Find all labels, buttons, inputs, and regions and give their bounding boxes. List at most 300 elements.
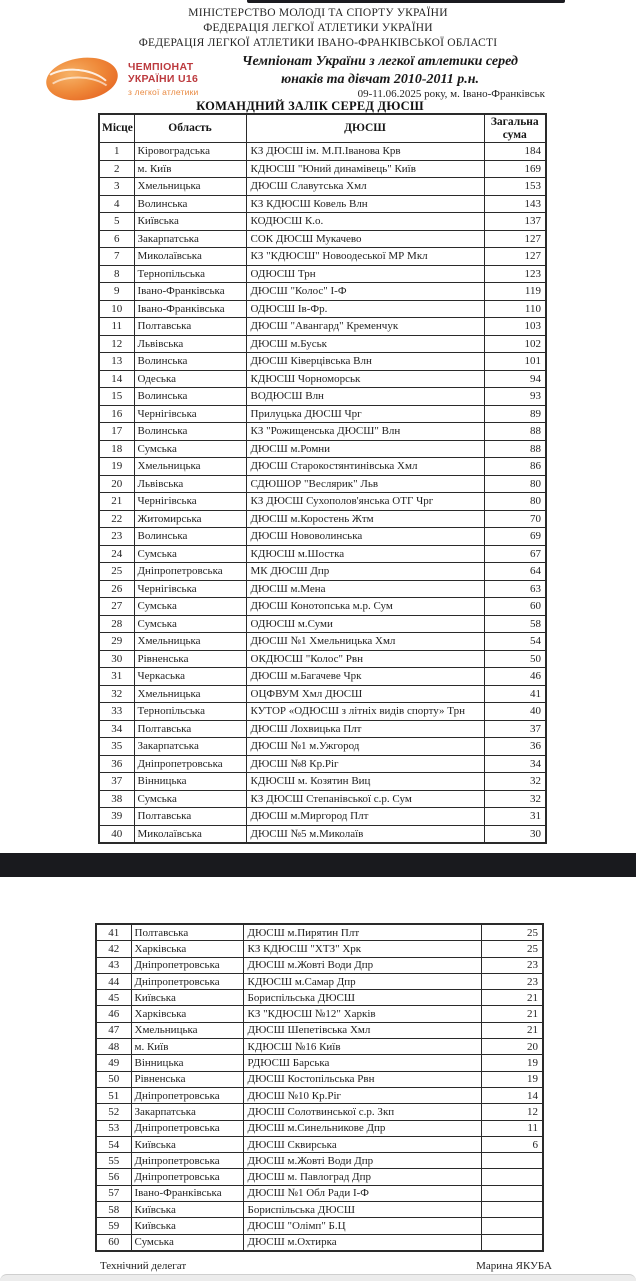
- table-row: [99, 668, 546, 686]
- school-cell: КДЮСШ №16 Київ: [243, 1039, 481, 1055]
- table-row: [99, 423, 546, 441]
- school-cell: СОК ДЮСШ Мукачево: [246, 230, 484, 248]
- competition-title-line2: юнаків та дівчат 2010-2011 р.н.: [280, 72, 480, 87]
- score-cell: 20: [481, 1039, 543, 1055]
- table-row: [99, 528, 546, 546]
- region-cell: Харківська: [131, 1006, 243, 1022]
- place-cell: 1: [99, 143, 134, 161]
- table-row: [99, 440, 546, 458]
- table-row: [96, 1022, 543, 1038]
- score-cell: 103: [484, 318, 546, 336]
- place-cell: 32: [99, 685, 134, 703]
- section-title: КОМАНДНИЙ ЗАЛІК СЕРЕД ДЮСШ: [196, 99, 424, 113]
- region-cell: Одеська: [134, 370, 246, 388]
- score-cell: 63: [484, 580, 546, 598]
- score-cell: 58: [484, 615, 546, 633]
- region-cell: Сумська: [134, 615, 246, 633]
- region-cell: Волинська: [134, 195, 246, 213]
- logo-swoosh-icon: [43, 53, 120, 105]
- school-cell: ДЮСШ м.Пирятин Плт: [243, 924, 481, 941]
- logo-text-line3: з легкої атлетики: [128, 87, 199, 97]
- score-cell: 69: [484, 528, 546, 546]
- region-cell: Полтавська: [134, 318, 246, 336]
- school-cell: ДЮСШ Шепетівська Хмл: [243, 1022, 481, 1038]
- school-cell: ДЮСШ Конотопська м.р. Сум: [246, 598, 484, 616]
- school-cell: КДЮСШ м. Козятин Виц: [246, 773, 484, 791]
- place-cell: 41: [96, 924, 131, 941]
- place-cell: 27: [99, 598, 134, 616]
- place-cell: 26: [99, 580, 134, 598]
- place-cell: 39: [99, 808, 134, 826]
- place-cell: 53: [96, 1120, 131, 1136]
- standings-table-rows-41-60: [95, 923, 544, 1252]
- table-row: [96, 941, 543, 957]
- school-cell: ДЮСШ Ківерцівська Влн: [246, 353, 484, 371]
- score-cell: 88: [484, 423, 546, 441]
- score-cell: 94: [484, 370, 546, 388]
- table-row: [99, 475, 546, 493]
- region-cell: Київська: [134, 213, 246, 231]
- school-cell: ДЮСШ м.Жовті Води Дпр: [243, 1153, 481, 1169]
- table-row: [96, 1234, 543, 1251]
- school-cell: ДЮСШ "Авангард" Кременчук: [246, 318, 484, 336]
- place-cell: 4: [99, 195, 134, 213]
- score-cell: 54: [484, 633, 546, 651]
- score-cell: [481, 1234, 543, 1251]
- place-cell: 44: [96, 973, 131, 989]
- school-cell: ДЮСШ №1 Хмельницька Хмл: [246, 633, 484, 651]
- region-cell: Миколаївська: [134, 248, 246, 266]
- region-cell: Волинська: [134, 388, 246, 406]
- place-cell: 22: [99, 510, 134, 528]
- score-cell: 119: [484, 283, 546, 301]
- place-cell: 42: [96, 941, 131, 957]
- school-cell: ДЮСШ Славутська Хмл: [246, 178, 484, 196]
- region-cell: Івано-Франківська: [131, 1185, 243, 1201]
- score-cell: 46: [484, 668, 546, 686]
- place-cell: 8: [99, 265, 134, 283]
- region-cell: Львівська: [134, 475, 246, 493]
- table-row: [99, 510, 546, 528]
- school-cell: ДЮСШ "Колос" І-Ф: [246, 283, 484, 301]
- school-cell: ДЮСШ "Олімп" Б.Ц: [243, 1218, 481, 1234]
- school-cell: ДЮСШ Старокостянтинівська Хмл: [246, 458, 484, 476]
- organization-header: [0, 6, 636, 51]
- place-cell: 14: [99, 370, 134, 388]
- region-cell: Львівська: [134, 335, 246, 353]
- school-cell: ДЮСШ м.Буськ: [246, 335, 484, 353]
- region-cell: Кіровоградська: [134, 143, 246, 161]
- region-cell: Дніпропетровська: [131, 1120, 243, 1136]
- table-row: [99, 755, 546, 773]
- school-cell: ДЮСШ м.Синельникове Дпр: [243, 1120, 481, 1136]
- table-row: [99, 160, 546, 178]
- photo-top-black-bar: [247, 0, 565, 3]
- school-cell: ДЮСШ м.Ромни: [246, 440, 484, 458]
- region-cell: Закарпатська: [134, 230, 246, 248]
- header-total: Загальна сума: [484, 114, 546, 143]
- score-cell: 21: [481, 1022, 543, 1038]
- table-row: [96, 1104, 543, 1120]
- score-cell: 86: [484, 458, 546, 476]
- score-cell: [481, 1202, 543, 1218]
- region-cell: Дніпропетровська: [131, 957, 243, 973]
- table-row: [99, 370, 546, 388]
- table-row: [99, 738, 546, 756]
- school-cell: ДЮСШ м.Миргород Плт: [246, 808, 484, 826]
- school-cell: ДЮСШ Сквирська: [243, 1136, 481, 1152]
- score-cell: 70: [484, 510, 546, 528]
- black-divider-bar: [0, 853, 636, 877]
- score-cell: 11: [481, 1120, 543, 1136]
- score-cell: 30: [484, 825, 546, 843]
- logo-text-line1: ЧЕМПІОНАТ: [128, 61, 194, 73]
- school-cell: ДЮСШ №5 м.Миколаїв: [246, 825, 484, 843]
- region-cell: Івано-Франківська: [134, 283, 246, 301]
- school-cell: СДЮШОР "Веслярик" Льв: [246, 475, 484, 493]
- table-row: [99, 563, 546, 581]
- place-cell: 38: [99, 790, 134, 808]
- table-row: [99, 318, 546, 336]
- table-row: [96, 1120, 543, 1136]
- place-cell: 23: [99, 528, 134, 546]
- place-cell: 5: [99, 213, 134, 231]
- score-cell: 36: [484, 738, 546, 756]
- table-row: [99, 615, 546, 633]
- table-row: [99, 685, 546, 703]
- region-cell: Житомирська: [134, 510, 246, 528]
- place-cell: 18: [99, 440, 134, 458]
- school-cell: ДЮСШ м.Мена: [246, 580, 484, 598]
- table-row: [96, 1136, 543, 1152]
- place-cell: 52: [96, 1104, 131, 1120]
- school-cell: ОДЮСШ Трн: [246, 265, 484, 283]
- region-cell: Харківська: [131, 941, 243, 957]
- score-cell: 127: [484, 230, 546, 248]
- school-cell: ДЮСШ №1 м.Ужгород: [246, 738, 484, 756]
- school-cell: КЗ ДЮСШ Степанівської с.р. Сум: [246, 790, 484, 808]
- school-cell: РДЮСШ Барська: [243, 1055, 481, 1071]
- place-cell: 10: [99, 300, 134, 318]
- place-cell: 37: [99, 773, 134, 791]
- place-cell: 3: [99, 178, 134, 196]
- table-row: [99, 335, 546, 353]
- competition-title-line1: Чемпіонат України з легкої атлетики серед: [242, 54, 518, 69]
- table-row: [99, 388, 546, 406]
- score-cell: [481, 1169, 543, 1185]
- score-cell: 127: [484, 248, 546, 266]
- region-cell: Вінницька: [134, 773, 246, 791]
- region-cell: Черкаська: [134, 668, 246, 686]
- region-cell: Київська: [131, 990, 243, 1006]
- place-cell: 47: [96, 1022, 131, 1038]
- score-cell: 101: [484, 353, 546, 371]
- place-cell: 25: [99, 563, 134, 581]
- region-cell: Полтавська: [134, 720, 246, 738]
- score-cell: [481, 1153, 543, 1169]
- table-row: [99, 353, 546, 371]
- place-cell: 43: [96, 957, 131, 973]
- org-line-federation-ukraine: ФЕДЕРАЦІЯ ЛЕГКОЇ АТЛЕТИКИ УКРАЇНИ: [203, 22, 433, 34]
- table-header-row: [99, 114, 546, 143]
- region-cell: Сумська: [134, 545, 246, 563]
- school-cell: ДЮСШ м.Коростень Жтм: [246, 510, 484, 528]
- table-row: [99, 633, 546, 651]
- score-cell: 93: [484, 388, 546, 406]
- score-cell: 67: [484, 545, 546, 563]
- table-row: [99, 580, 546, 598]
- school-cell: КЗ КДЮСШ Ковель Влн: [246, 195, 484, 213]
- score-cell: 25: [481, 924, 543, 941]
- region-cell: Дніпропетровська: [131, 1169, 243, 1185]
- score-cell: 41: [484, 685, 546, 703]
- place-cell: 40: [99, 825, 134, 843]
- school-cell: ДЮСШ №8 Кр.Ріг: [246, 755, 484, 773]
- region-cell: Хмельницька: [134, 685, 246, 703]
- score-cell: 80: [484, 475, 546, 493]
- region-cell: Сумська: [134, 790, 246, 808]
- school-cell: ОКДЮСШ "Колос" Рвн: [246, 650, 484, 668]
- region-cell: Волинська: [134, 353, 246, 371]
- region-cell: Вінницька: [131, 1055, 243, 1071]
- region-cell: Київська: [131, 1218, 243, 1234]
- place-cell: 9: [99, 283, 134, 301]
- score-cell: 80: [484, 493, 546, 511]
- date-location: 09-11.06.2025 року, м. Івано-Франківськ: [357, 88, 545, 100]
- school-cell: ДЮСШ м.Охтирка: [243, 1234, 481, 1251]
- place-cell: 57: [96, 1185, 131, 1201]
- school-cell: КЗ ДЮСШ Сухополов'янська ОТГ Чрг: [246, 493, 484, 511]
- region-cell: Хмельницька: [134, 458, 246, 476]
- header-region: Область: [134, 114, 246, 143]
- org-line-federation-region: ФЕДЕРАЦІЯ ЛЕГКОЇ АТЛЕТИКИ ІВАНО-ФРАНКІВСЬКОЇ ОБЛАСТІ: [138, 37, 498, 49]
- table-row: [96, 1071, 543, 1087]
- score-cell: 102: [484, 335, 546, 353]
- table-row: [99, 493, 546, 511]
- place-cell: 46: [96, 1006, 131, 1022]
- school-cell: КЗ "Рожищенська ДЮСШ" Влн: [246, 423, 484, 441]
- score-cell: 12: [481, 1104, 543, 1120]
- score-cell: 32: [484, 790, 546, 808]
- score-cell: 184: [484, 143, 546, 161]
- place-cell: 50: [96, 1071, 131, 1087]
- table-row: [99, 790, 546, 808]
- place-cell: 16: [99, 405, 134, 423]
- school-cell: КЗ ДЮСШ ім. М.П.Іванова Крв: [246, 143, 484, 161]
- place-cell: 60: [96, 1234, 131, 1251]
- table-row: [99, 178, 546, 196]
- table-row: [96, 1202, 543, 1218]
- table-row: [99, 773, 546, 791]
- place-cell: 31: [99, 668, 134, 686]
- place-cell: 54: [96, 1136, 131, 1152]
- region-cell: Рівненська: [131, 1071, 243, 1087]
- place-cell: 28: [99, 615, 134, 633]
- competition-title: [180, 53, 580, 89]
- region-cell: Хмельницька: [134, 633, 246, 651]
- place-cell: 45: [96, 990, 131, 1006]
- school-cell: ВОДЮСШ Влн: [246, 388, 484, 406]
- score-cell: 169: [484, 160, 546, 178]
- school-cell: ОЦФВУМ Хмл ДЮСШ: [246, 685, 484, 703]
- score-cell: 110: [484, 300, 546, 318]
- table-row: [99, 300, 546, 318]
- region-cell: Дніпропетровська: [131, 1087, 243, 1103]
- table-row: [96, 1153, 543, 1169]
- score-cell: [481, 1218, 543, 1234]
- table-row: [99, 248, 546, 266]
- table-row: [96, 1218, 543, 1234]
- table-row: [99, 195, 546, 213]
- school-cell: ДЮСШ Лохвицька Плт: [246, 720, 484, 738]
- region-cell: Київська: [131, 1202, 243, 1218]
- place-cell: 55: [96, 1153, 131, 1169]
- score-cell: 64: [484, 563, 546, 581]
- region-cell: Івано-Франківська: [134, 300, 246, 318]
- school-cell: ОДЮСШ м.Суми: [246, 615, 484, 633]
- standings-table-rows-1-40: [98, 113, 547, 844]
- table-row: [99, 808, 546, 826]
- place-cell: 36: [99, 755, 134, 773]
- table-row: [99, 545, 546, 563]
- table-row: [96, 1055, 543, 1071]
- table-row: [99, 458, 546, 476]
- region-cell: Волинська: [134, 423, 246, 441]
- table-row: [99, 598, 546, 616]
- school-cell: КЗ "КДЮСШ" Новоодеської МР Мкл: [246, 248, 484, 266]
- school-cell: ДЮСШ Костопільська Рвн: [243, 1071, 481, 1087]
- school-cell: МК ДЮСШ Дпр: [246, 563, 484, 581]
- place-cell: 30: [99, 650, 134, 668]
- place-cell: 34: [99, 720, 134, 738]
- school-cell: КУТОР «ОДЮСШ з літніх видів спорту» Трн: [246, 703, 484, 721]
- region-cell: Київська: [131, 1136, 243, 1152]
- school-cell: ДЮСШ Нововолинська: [246, 528, 484, 546]
- org-line-ministry: МІНІСТЕРСТВО МОЛОДІ ТА СПОРТУ УКРАЇНИ: [188, 7, 448, 19]
- score-cell: 153: [484, 178, 546, 196]
- region-cell: Миколаївська: [134, 825, 246, 843]
- table-row: [96, 973, 543, 989]
- table-row: [96, 990, 543, 1006]
- score-cell: 19: [481, 1055, 543, 1071]
- score-cell: 50: [484, 650, 546, 668]
- place-cell: 2: [99, 160, 134, 178]
- region-cell: Чернігівська: [134, 580, 246, 598]
- region-cell: Волинська: [134, 528, 246, 546]
- score-cell: 23: [481, 957, 543, 973]
- region-cell: Дніпропетровська: [134, 755, 246, 773]
- school-cell: КДЮСШ Чорноморськ: [246, 370, 484, 388]
- place-cell: 56: [96, 1169, 131, 1185]
- region-cell: Сумська: [134, 440, 246, 458]
- table-row: [99, 650, 546, 668]
- region-cell: Тернопільська: [134, 265, 246, 283]
- region-cell: Дніпропетровська: [131, 973, 243, 989]
- table-row: [96, 1185, 543, 1201]
- place-cell: 48: [96, 1039, 131, 1055]
- score-cell: 137: [484, 213, 546, 231]
- table-row: [99, 213, 546, 231]
- score-cell: 34: [484, 755, 546, 773]
- score-cell: [481, 1185, 543, 1201]
- region-cell: Тернопільська: [134, 703, 246, 721]
- region-cell: Сумська: [134, 598, 246, 616]
- table-row: [96, 924, 543, 941]
- place-cell: 11: [99, 318, 134, 336]
- region-cell: Сумська: [131, 1234, 243, 1251]
- place-cell: 29: [99, 633, 134, 651]
- school-cell: ДЮСШ Солотвинської с.р. Зкп: [243, 1104, 481, 1120]
- table-row: [96, 1039, 543, 1055]
- region-cell: Закарпатська: [134, 738, 246, 756]
- school-cell: КЗ "КДЮСШ №12" Харків: [243, 1006, 481, 1022]
- school-cell: Прилуцька ДЮСШ Чрг: [246, 405, 484, 423]
- score-cell: 14: [481, 1087, 543, 1103]
- place-cell: 49: [96, 1055, 131, 1071]
- place-cell: 19: [99, 458, 134, 476]
- score-cell: 25: [481, 941, 543, 957]
- region-cell: Полтавська: [134, 808, 246, 826]
- technical-delegate-name: Марина ЯКУБА: [476, 1260, 552, 1272]
- table-row: [99, 720, 546, 738]
- school-cell: ДЮСШ м. Павлоград Дпр: [243, 1169, 481, 1185]
- school-cell: ДЮСШ №10 Кр.Ріг: [243, 1087, 481, 1103]
- school-cell: Бориспільська ДЮСШ: [243, 990, 481, 1006]
- school-cell: ДЮСШ м.Багачеве Чрк: [246, 668, 484, 686]
- table-row: [99, 143, 546, 161]
- region-cell: Хмельницька: [134, 178, 246, 196]
- table-row: [96, 957, 543, 973]
- school-cell: КДЮСШ м.Самар Дпр: [243, 973, 481, 989]
- region-cell: Дніпропетровська: [134, 563, 246, 581]
- place-cell: 12: [99, 335, 134, 353]
- table-row: [99, 230, 546, 248]
- score-cell: 60: [484, 598, 546, 616]
- score-cell: 21: [481, 990, 543, 1006]
- region-cell: Закарпатська: [131, 1104, 243, 1120]
- place-cell: 33: [99, 703, 134, 721]
- technical-delegate-label: Технічний делегат: [100, 1260, 187, 1272]
- table-row: [96, 1087, 543, 1103]
- region-cell: Полтавська: [131, 924, 243, 941]
- score-cell: 31: [484, 808, 546, 826]
- score-cell: 143: [484, 195, 546, 213]
- region-cell: м. Київ: [131, 1039, 243, 1055]
- region-cell: Рівненська: [134, 650, 246, 668]
- school-cell: Бориспільська ДЮСШ: [243, 1202, 481, 1218]
- place-cell: 6: [99, 230, 134, 248]
- place-cell: 58: [96, 1202, 131, 1218]
- school-cell: КДЮСШ "Юний динамівець" Київ: [246, 160, 484, 178]
- logo-text-line2: УКРАЇНИ U16: [128, 73, 199, 85]
- place-cell: 51: [96, 1087, 131, 1103]
- place-cell: 7: [99, 248, 134, 266]
- school-cell: ОДЮСШ Ів-Фр.: [246, 300, 484, 318]
- school-cell: ДЮСШ м.Жовті Води Дпр: [243, 957, 481, 973]
- score-cell: 21: [481, 1006, 543, 1022]
- table-row: [99, 825, 546, 843]
- region-cell: м. Київ: [134, 160, 246, 178]
- region-cell: Хмельницька: [131, 1022, 243, 1038]
- score-cell: 89: [484, 405, 546, 423]
- region-cell: Дніпропетровська: [131, 1153, 243, 1169]
- place-cell: 21: [99, 493, 134, 511]
- place-cell: 17: [99, 423, 134, 441]
- table-row: [99, 265, 546, 283]
- score-cell: 19: [481, 1071, 543, 1087]
- score-cell: 123: [484, 265, 546, 283]
- table-row: [99, 703, 546, 721]
